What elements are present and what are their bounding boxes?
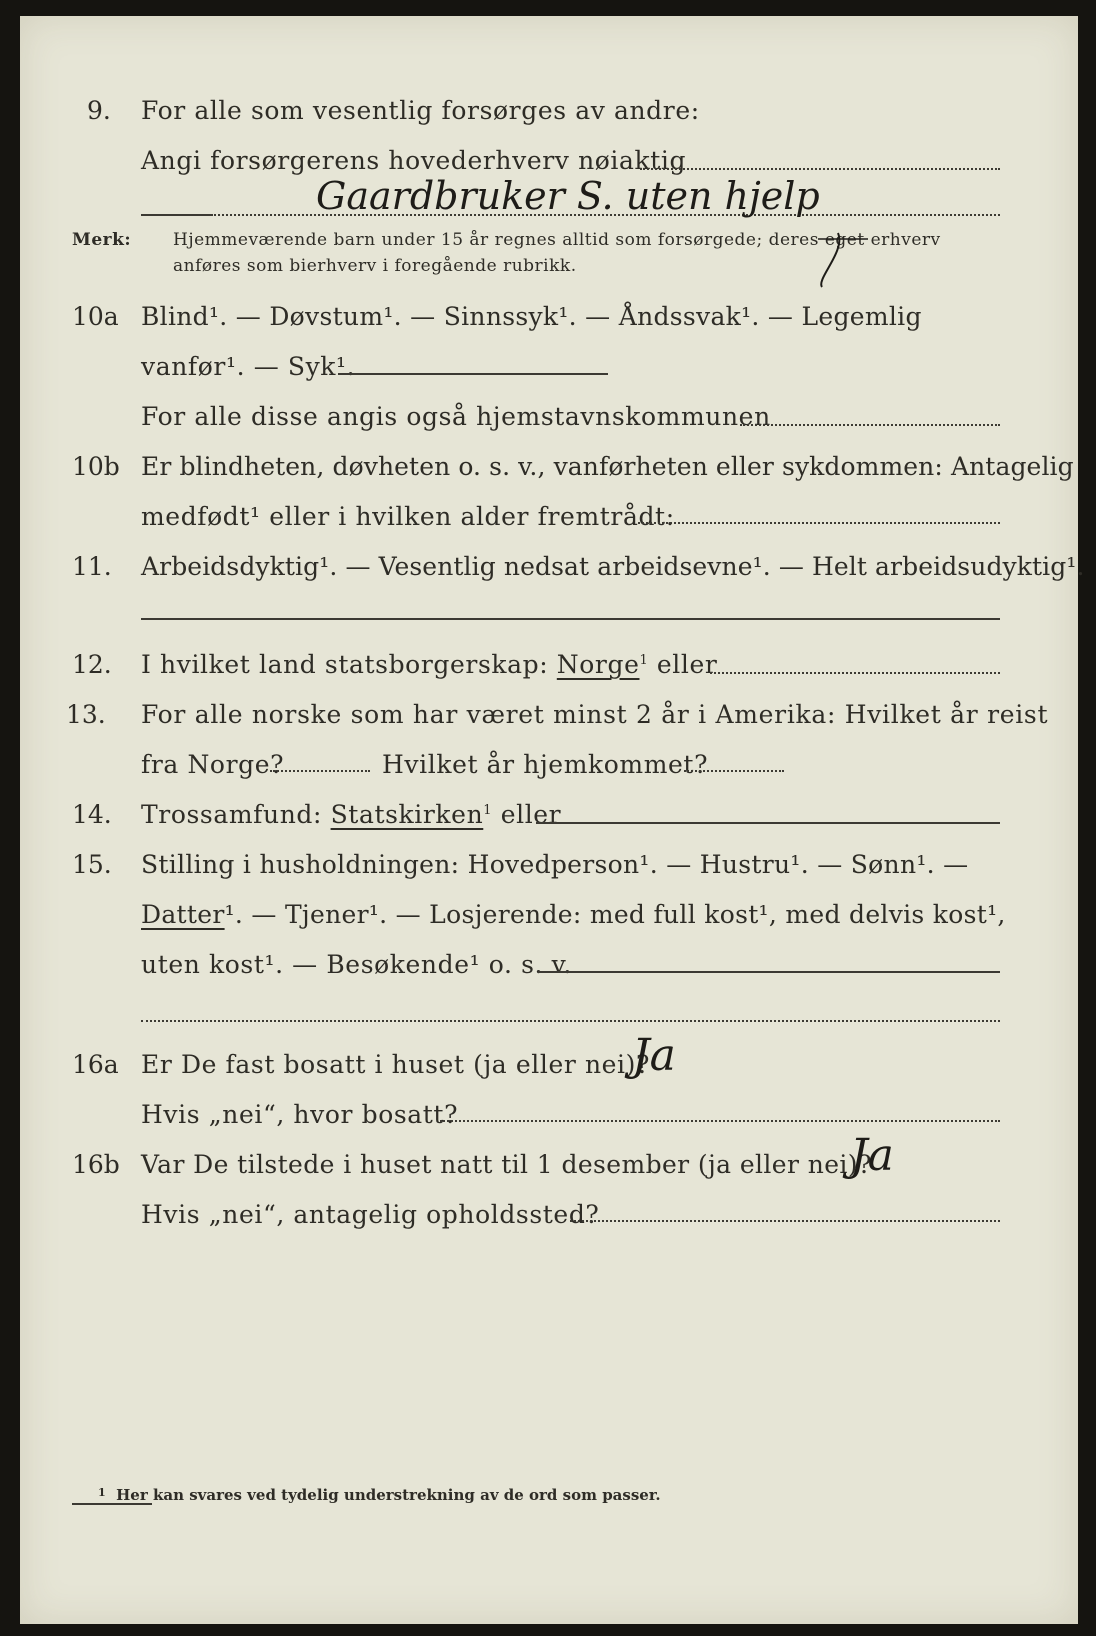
- footnote-text: $^1$ Her kan svares ved tydelig understrekning av de ord som passer.: [98, 1486, 661, 1504]
- handwritten-checkmark: [808, 221, 898, 291]
- q16b-handwritten-answer: Ja: [850, 1130, 894, 1181]
- q13-question: For alle norske som har været minst 2 år i Amerika: Hvilket år reist: [141, 700, 1049, 729]
- merk-line-2: anføres som bierhverv i foregående rubrikk.: [173, 256, 577, 276]
- q16a-number: 16a: [72, 1050, 119, 1079]
- q13-left: fra Norge?: [141, 750, 285, 779]
- q13-line-1: [270, 770, 370, 772]
- q15-line-1: Stilling i husholdningen: Hovedperson¹. — Hustru¹. — Sønn¹. —: [141, 850, 969, 879]
- q9-handwritten-answer: Gaardbruker S. uten hjelp: [316, 174, 820, 218]
- q10a-options-2: vanfør¹. — Syk¹.: [141, 352, 356, 381]
- q16b-question: Var De tilstede i huset natt til 1 desember (ja eller nei)?: [141, 1150, 872, 1179]
- q9-question: For alle som vesentlig forsørges av andre:: [141, 96, 700, 125]
- q10a-number: 10a: [72, 302, 119, 331]
- q14-line: [536, 822, 1000, 824]
- q13-number: 13.: [66, 700, 106, 729]
- q15-line-2: Datter¹. — Tjener¹. — Losjerende: med full kost¹, med delvis kost¹,: [141, 900, 1006, 929]
- q16b-if-no: Hvis „nei“, antagelig opholdssted?: [141, 1200, 600, 1229]
- q16b-number: 16b: [72, 1150, 120, 1179]
- q15-line-b: [141, 1020, 1000, 1022]
- merk-line-1: Hjemmeværende barn under 15 år regnes alltid som forsørgede; deres eget erhverv: [173, 230, 941, 250]
- q12-line: [710, 672, 1000, 674]
- q10a-line-2: [740, 424, 1000, 426]
- q13-return: Hvilket år hjemkommet?: [382, 750, 709, 779]
- q10a-options: Blind¹. — Døvstum¹. — Sinnssyk¹. — Åndssvak¹. — Legemlig: [141, 302, 922, 331]
- q15-number: 15.: [72, 850, 112, 879]
- q15-line-3: uten kost¹. — Besøkende¹ o. s. v.: [141, 950, 572, 979]
- q14-number: 14.: [72, 800, 112, 829]
- q12-question: I hvilket land statsborgerskap: Norge$^1$ eller: [141, 650, 718, 679]
- q10b-line: [638, 522, 1000, 524]
- merk-label: Merk:: [72, 230, 132, 250]
- q13-line-2: [684, 770, 784, 772]
- q11-options: Arbeidsdyktig¹. — Vesentlig nedsat arbeidsevne¹. — Helt arbeidsudyktig¹.: [141, 552, 1085, 581]
- q10b-question: Er blindheten, døvheten o. s. v., vanførheten eller sykdommen: Antagelig: [141, 452, 1074, 481]
- q11-line: [141, 618, 1000, 620]
- q16a-if-no: Hvis „nei“, hvor bosatt?: [141, 1100, 459, 1129]
- q14-question: Trossamfund: Statskirken$^1$ eller: [141, 800, 562, 829]
- q16a-question: Er De fast bosatt i huset (ja eller nei)?: [141, 1050, 650, 1079]
- q16b-line: [570, 1220, 1000, 1222]
- q16a-line: [440, 1120, 1000, 1122]
- q10b-number: 10b: [72, 452, 120, 481]
- q9-answer-line-1: [640, 168, 1000, 170]
- census-form-page: [20, 16, 1085, 1624]
- q15-line-a: [538, 971, 1000, 973]
- q9-answer-line-2a: [141, 214, 211, 216]
- q16a-handwritten-answer: Ja: [632, 1030, 676, 1081]
- q10a-line-1: [338, 373, 608, 375]
- q12-number: 12.: [72, 650, 112, 679]
- q9-number: 9.: [87, 96, 111, 125]
- q11-number: 11.: [72, 552, 112, 581]
- q10b-question-2: medfødt¹ eller i hvilken alder fremtrådt:: [141, 502, 675, 531]
- q9-subquestion: Angi forsørgerens hovederhverv nøiaktig: [141, 146, 687, 175]
- q10a-home-municipality: For alle disse angis også hjemstavnskommunen: [141, 402, 771, 431]
